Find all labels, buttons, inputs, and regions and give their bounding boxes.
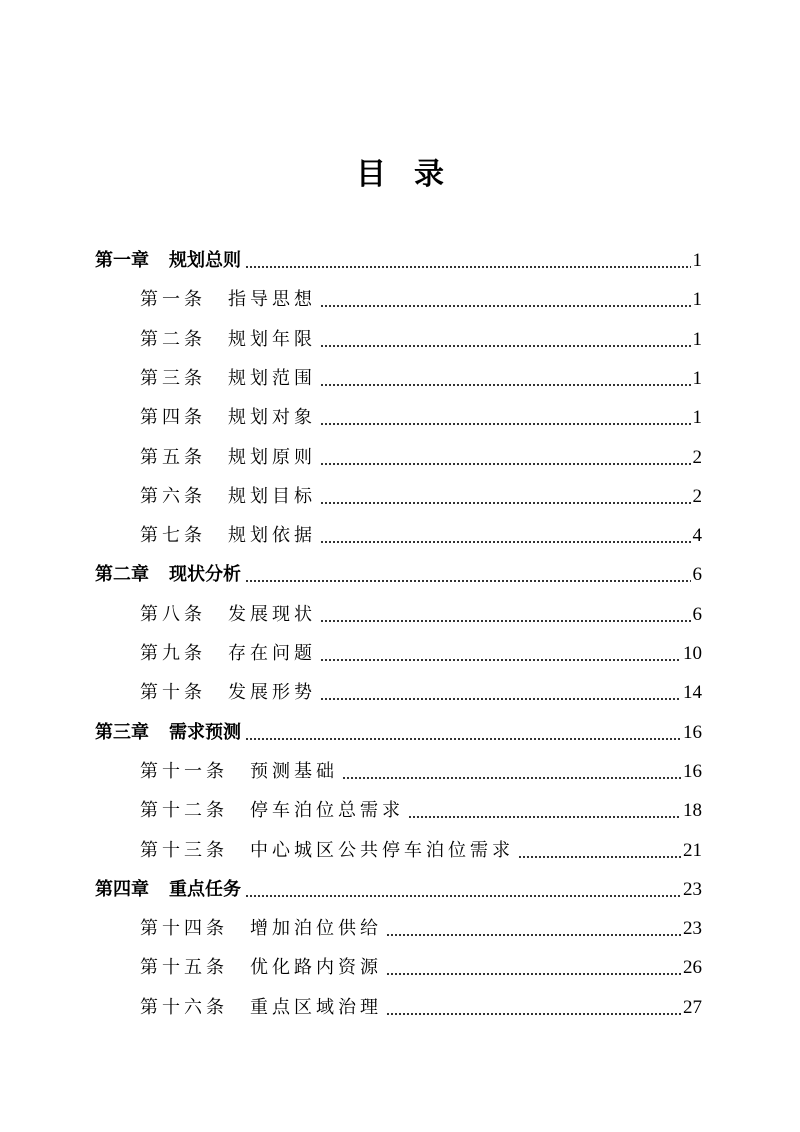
dot-leader <box>342 777 681 779</box>
toc-entry-page: 10 <box>683 643 702 664</box>
toc-entry-title: 规划对象 <box>228 407 316 429</box>
toc-article-entry[interactable] <box>140 629 702 668</box>
toc-article-entry[interactable] <box>140 433 702 472</box>
dot-leader <box>245 580 691 582</box>
toc-entry-title: 规划总则 <box>169 250 241 271</box>
toc-entry-page: 23 <box>683 878 702 900</box>
toc-chapter-entry[interactable] <box>95 708 702 747</box>
dot-leader <box>320 384 691 386</box>
toc-article-entry[interactable] <box>140 511 702 550</box>
toc-entry-number: 第三条 <box>140 367 206 389</box>
toc-chapter-entry[interactable] <box>95 550 702 589</box>
dot-leader <box>518 856 681 858</box>
toc-entry-title: 预测基础 <box>250 760 338 782</box>
toc-entry-number: 第一条 <box>140 289 206 311</box>
dot-leader <box>245 738 681 740</box>
toc-entry-page: 27 <box>683 996 702 1018</box>
toc-entry-title: 规划目标 <box>228 485 316 507</box>
toc-entry-number: 第六条 <box>140 485 206 507</box>
toc-entry-title: 规划原则 <box>228 446 316 468</box>
toc-entry-number: 第十四条 <box>140 918 228 940</box>
dot-leader <box>245 895 681 897</box>
toc-entry-number: 第八条 <box>140 603 206 625</box>
toc-entry-title: 增加泊位供给 <box>250 918 382 940</box>
dot-leader <box>320 502 691 504</box>
toc-article-entry[interactable] <box>140 747 702 786</box>
toc-article-entry[interactable] <box>140 315 702 354</box>
toc-entry-title: 需求预测 <box>169 721 241 743</box>
toc-entry-title: 中心城区公共停车泊位需求 <box>250 839 514 861</box>
dot-leader <box>320 423 691 425</box>
toc-entry-number: 第七条 <box>140 525 206 547</box>
toc-entry-page: 2 <box>692 446 702 468</box>
toc-chapter-entry[interactable] <box>95 865 702 904</box>
toc-article-entry[interactable] <box>140 668 702 707</box>
toc-entry-title: 规划范围 <box>228 367 316 389</box>
toc-entry-page: 1 <box>692 250 702 271</box>
toc-entry-page: 23 <box>683 918 702 940</box>
toc-entry-title: 发展现状 <box>228 603 316 625</box>
toc-entry-number: 第四条 <box>140 407 206 429</box>
dot-leader <box>408 816 681 818</box>
toc-entry-page: 16 <box>683 760 702 782</box>
toc-entry-page: 16 <box>683 721 702 743</box>
toc-entry-number: 第一章 <box>95 250 149 271</box>
toc-entry-number: 第十三条 <box>140 839 228 861</box>
dot-leader <box>320 345 691 347</box>
toc-chapter-entry[interactable] <box>95 236 702 275</box>
toc-article-entry[interactable] <box>140 354 702 393</box>
toc-entry-page: 26 <box>683 957 702 979</box>
dot-leader <box>320 698 681 700</box>
toc-entry-title: 停车泊位总需求 <box>250 800 404 822</box>
toc-entry-number: 第十六条 <box>140 996 228 1018</box>
toc-article-entry[interactable] <box>140 943 702 982</box>
toc-entry-title: 存在问题 <box>228 643 316 664</box>
toc-entry-number: 第二章 <box>95 564 149 586</box>
toc-entry-page: 2 <box>692 485 702 507</box>
toc-entry-number: 第十条 <box>140 682 206 704</box>
toc-entry-page: 6 <box>692 603 702 625</box>
dot-leader <box>320 463 691 465</box>
toc-entry-number: 第五条 <box>140 446 206 468</box>
toc-entry-number: 第十五条 <box>140 957 228 979</box>
toc-entry-page: 1 <box>692 289 702 311</box>
toc-article-entry[interactable] <box>140 590 702 629</box>
toc-article-entry[interactable] <box>140 904 702 943</box>
toc-entry-title: 重点任务 <box>169 878 241 900</box>
toc-entry-page: 1 <box>692 407 702 429</box>
dot-leader <box>386 1013 681 1015</box>
dot-leader <box>320 305 691 307</box>
toc-entry-title: 重点区域治理 <box>250 996 382 1018</box>
dot-leader <box>320 541 691 543</box>
toc-entry-page: 4 <box>692 525 702 547</box>
toc-entry-page: 18 <box>683 800 702 822</box>
toc-entry-number: 第三章 <box>95 721 149 743</box>
toc-entry-number: 第十一条 <box>140 760 228 782</box>
dot-leader <box>320 659 681 661</box>
toc-article-entry[interactable] <box>140 393 702 432</box>
toc-entry-page: 1 <box>692 328 702 350</box>
toc-entry-number: 第二条 <box>140 328 206 350</box>
dot-leader <box>245 266 691 268</box>
toc-entry-page: 14 <box>683 682 702 704</box>
dot-leader <box>320 620 691 622</box>
toc-article-entry[interactable] <box>140 786 702 825</box>
toc-entry-title: 优化路内资源 <box>250 957 382 979</box>
toc-entry-page: 1 <box>692 367 702 389</box>
toc-entry-number: 第十二条 <box>140 800 228 822</box>
toc-entry-number: 第九条 <box>140 643 206 664</box>
toc-entry-title: 规划依据 <box>228 525 316 547</box>
toc-entry-title: 规划年限 <box>228 328 316 350</box>
toc-article-entry[interactable] <box>140 826 702 865</box>
dot-leader <box>386 934 681 936</box>
toc-entry-number: 第四章 <box>95 878 149 900</box>
toc-entry-page: 6 <box>692 564 702 586</box>
toc-entry-page: 21 <box>683 839 702 861</box>
page-title: 目录 <box>356 157 472 192</box>
toc-article-entry[interactable] <box>140 275 702 314</box>
toc-entry-title: 发展形势 <box>228 682 316 704</box>
toc-entry-title: 指导思想 <box>228 289 316 311</box>
toc-entry-title: 现状分析 <box>169 564 241 586</box>
toc-article-entry[interactable] <box>140 472 702 511</box>
dot-leader <box>386 973 681 975</box>
toc-article-entry[interactable] <box>140 983 702 1022</box>
